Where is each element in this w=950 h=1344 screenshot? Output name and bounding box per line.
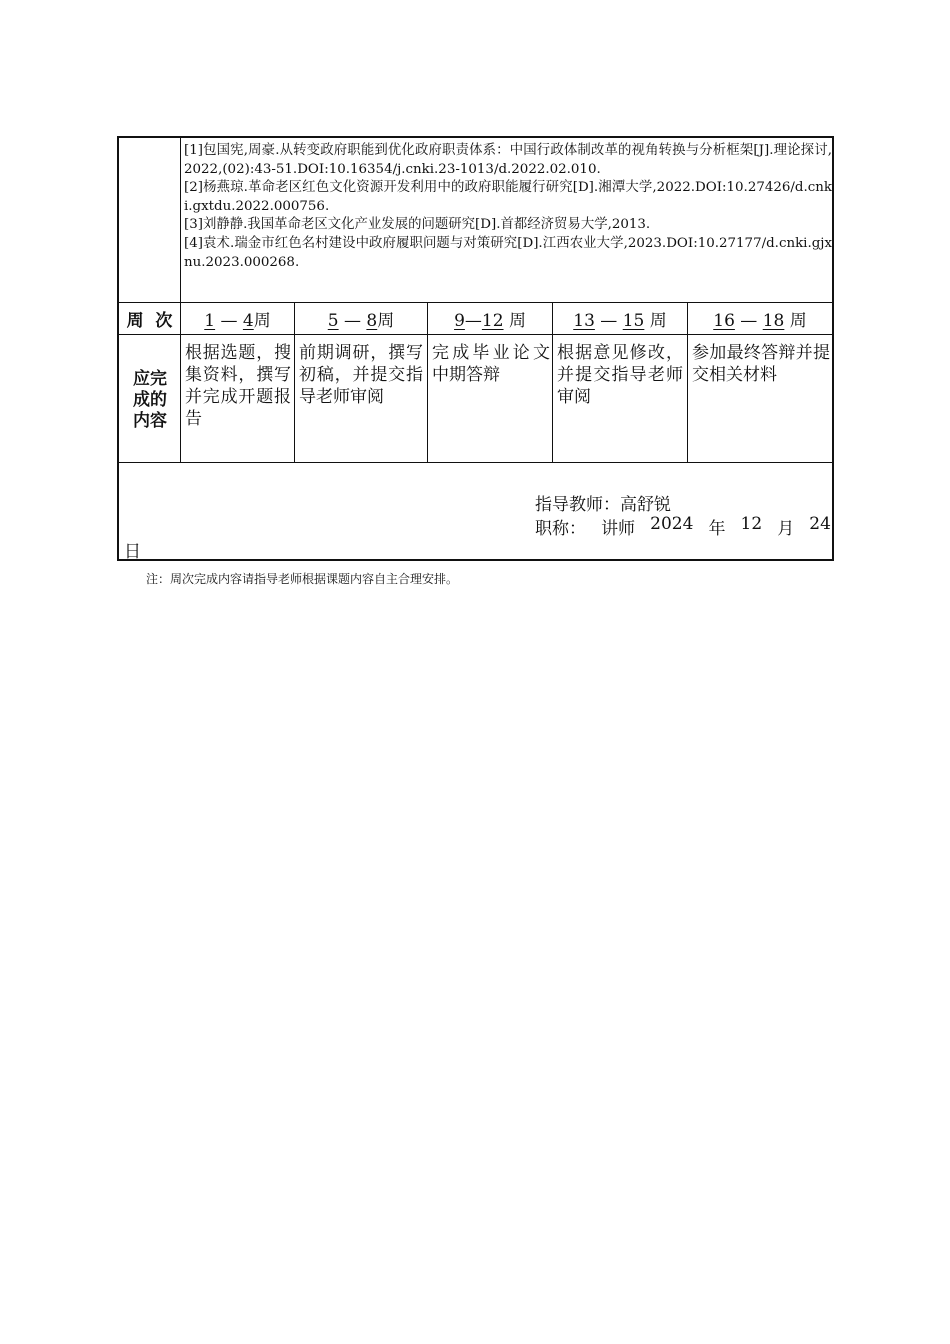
week-sep: — bbox=[600, 311, 618, 331]
row-divider bbox=[119, 462, 832, 463]
week-to: 12 bbox=[481, 311, 504, 331]
content-cell-1: 根据选题，搜集资料，撰写并完成开题报告 bbox=[185, 343, 291, 429]
day-value: 24 bbox=[809, 514, 831, 534]
week-to: 15 bbox=[622, 311, 645, 331]
week-range-3 bbox=[428, 306, 552, 336]
title-label: 职称： bbox=[535, 519, 586, 539]
week-sep: — bbox=[740, 311, 758, 331]
advisor-name: 高舒锐 bbox=[620, 495, 671, 515]
advisor-line bbox=[535, 490, 671, 515]
week-from: 5 bbox=[327, 311, 339, 331]
task-table bbox=[117, 136, 834, 561]
week-sep: — bbox=[344, 311, 361, 331]
week-range-1 bbox=[181, 306, 294, 336]
footnote: 注：周次完成内容请指导老师根据课题内容自主合理安排。 bbox=[146, 572, 459, 586]
content-cell-3: 完成毕业论文中期答辩 bbox=[432, 343, 550, 385]
reference-item: [3]刘静静.我国革命老区文化产业发展的问题研究[D].首都经济贸易大学,2013. bbox=[184, 217, 651, 233]
week-range-4 bbox=[553, 306, 687, 336]
week-unit: 周 bbox=[649, 311, 667, 331]
year-value: 2024 bbox=[650, 514, 694, 534]
week-to: 4 bbox=[242, 311, 254, 331]
month-value: 12 bbox=[740, 514, 763, 534]
reference-list bbox=[184, 142, 832, 272]
week-unit: 周 bbox=[789, 311, 807, 331]
title-value: 讲师 bbox=[601, 519, 636, 539]
week-to: 18 bbox=[762, 311, 785, 331]
title-date-line bbox=[535, 514, 831, 539]
week-from: 1 bbox=[204, 311, 216, 331]
week-to: 8 bbox=[366, 311, 378, 331]
reference-item: [4]袁术.瑞金市红色名村建设中政府履职问题与对策研究[D].江西农业大学,2023.DOI:10.27177/d.cnki.gjxnu.2023.000268. bbox=[184, 235, 832, 270]
year-unit: 年 bbox=[708, 519, 726, 539]
content-header: 应完成的内容 bbox=[133, 369, 167, 431]
week-header: 周 次 bbox=[126, 311, 173, 331]
reference-item: [1]包国宪,周豪.从转变政府职能到优化政府职责体系：中国行政体制改革的视角转换与分析框架[J].理论探讨,2022,(02):43-51.DOI:10.16354/j.cnki.23-1013/d.2022.02.010. bbox=[184, 143, 832, 177]
week-unit: 周 bbox=[377, 311, 395, 331]
col-divider bbox=[180, 138, 181, 462]
reference-item: [2]杨燕琼.革命老区红色文化资源开发利用中的政府职能履行研究[D].湘潭大学,2022.DOI:10.27426/d.cnki.gxtdu.2022.000756. bbox=[184, 180, 832, 214]
content-cell-4: 根据意见修改，并提交指导老师审阅 bbox=[557, 343, 683, 407]
week-range-2 bbox=[295, 306, 427, 336]
content-cell-5: 参加最终答辩并提交相关材料 bbox=[692, 343, 830, 385]
week-from: 13 bbox=[573, 311, 595, 331]
day-unit: 日 bbox=[124, 542, 141, 562]
week-sep: — bbox=[464, 311, 482, 331]
week-unit: 周 bbox=[508, 311, 526, 331]
week-from: 16 bbox=[713, 311, 735, 331]
advisor-label: 指导教师： bbox=[535, 495, 620, 515]
content-cell-2: 前期调研，撰写初稿，并提交指导老师审阅 bbox=[299, 343, 423, 407]
month-unit: 月 bbox=[777, 519, 795, 539]
row-divider bbox=[119, 302, 832, 303]
week-sep: — bbox=[220, 311, 238, 331]
week-unit: 周 bbox=[253, 311, 271, 331]
week-range-5 bbox=[688, 306, 832, 336]
week-from: 9 bbox=[454, 311, 465, 331]
